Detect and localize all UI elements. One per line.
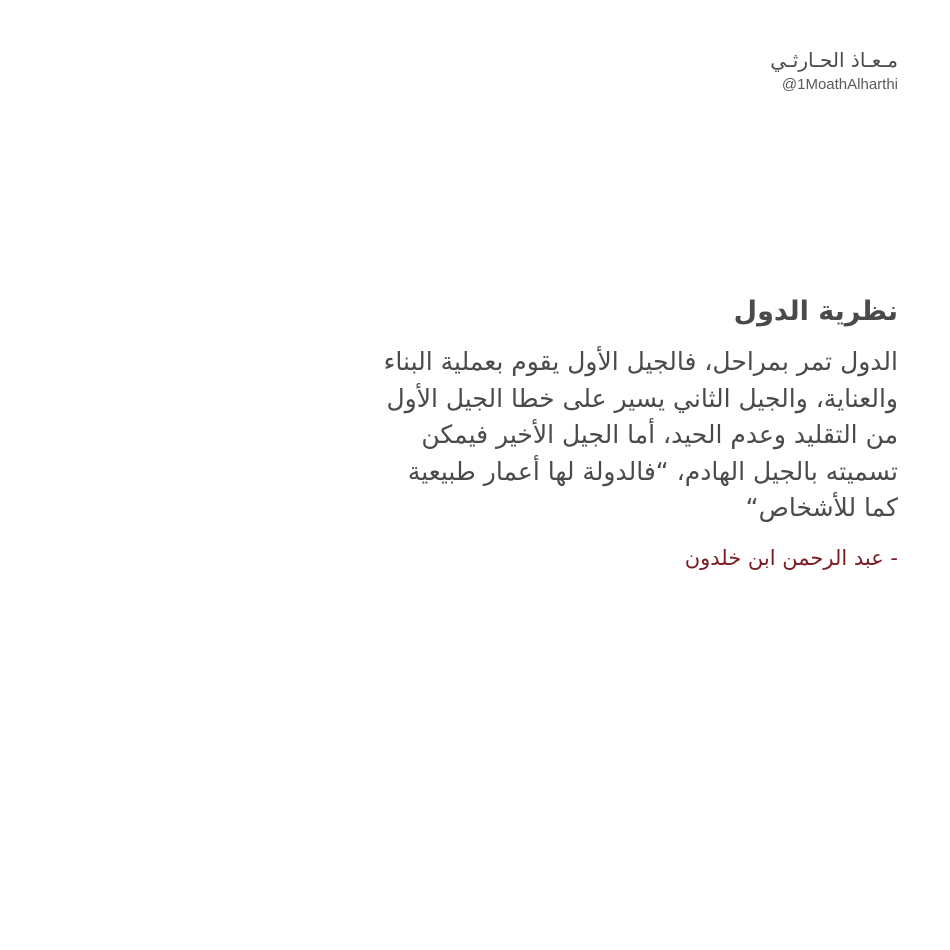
quote-body [288, 344, 898, 527]
author-name: مـعـاذ الحـارثـي [770, 48, 898, 72]
quote-line: كما للأشخاص“ [745, 493, 898, 522]
quote-line: من التقليد وعدم الحيد، أما الجيل الأخير فيمكن [421, 420, 898, 449]
quote-title: نظرية الدول [733, 296, 898, 327]
author-block [770, 46, 898, 96]
quote-line: تسميته بالجيل الهادم، “فالدولة لها أعمار طبيعية [407, 456, 898, 486]
quote-block [288, 292, 898, 573]
quote-line: والعناية، والجيل الثاني يسير على خطا الجيل الأول [386, 383, 898, 413]
author-handle: @1MoathAlharthi [781, 76, 898, 93]
quote-line: الدول تمر بمراحل، فالجيل الأول يقوم بعملية البناء [383, 347, 898, 376]
quote-source: - عبد الرحمن ابن خلدون [684, 545, 898, 570]
